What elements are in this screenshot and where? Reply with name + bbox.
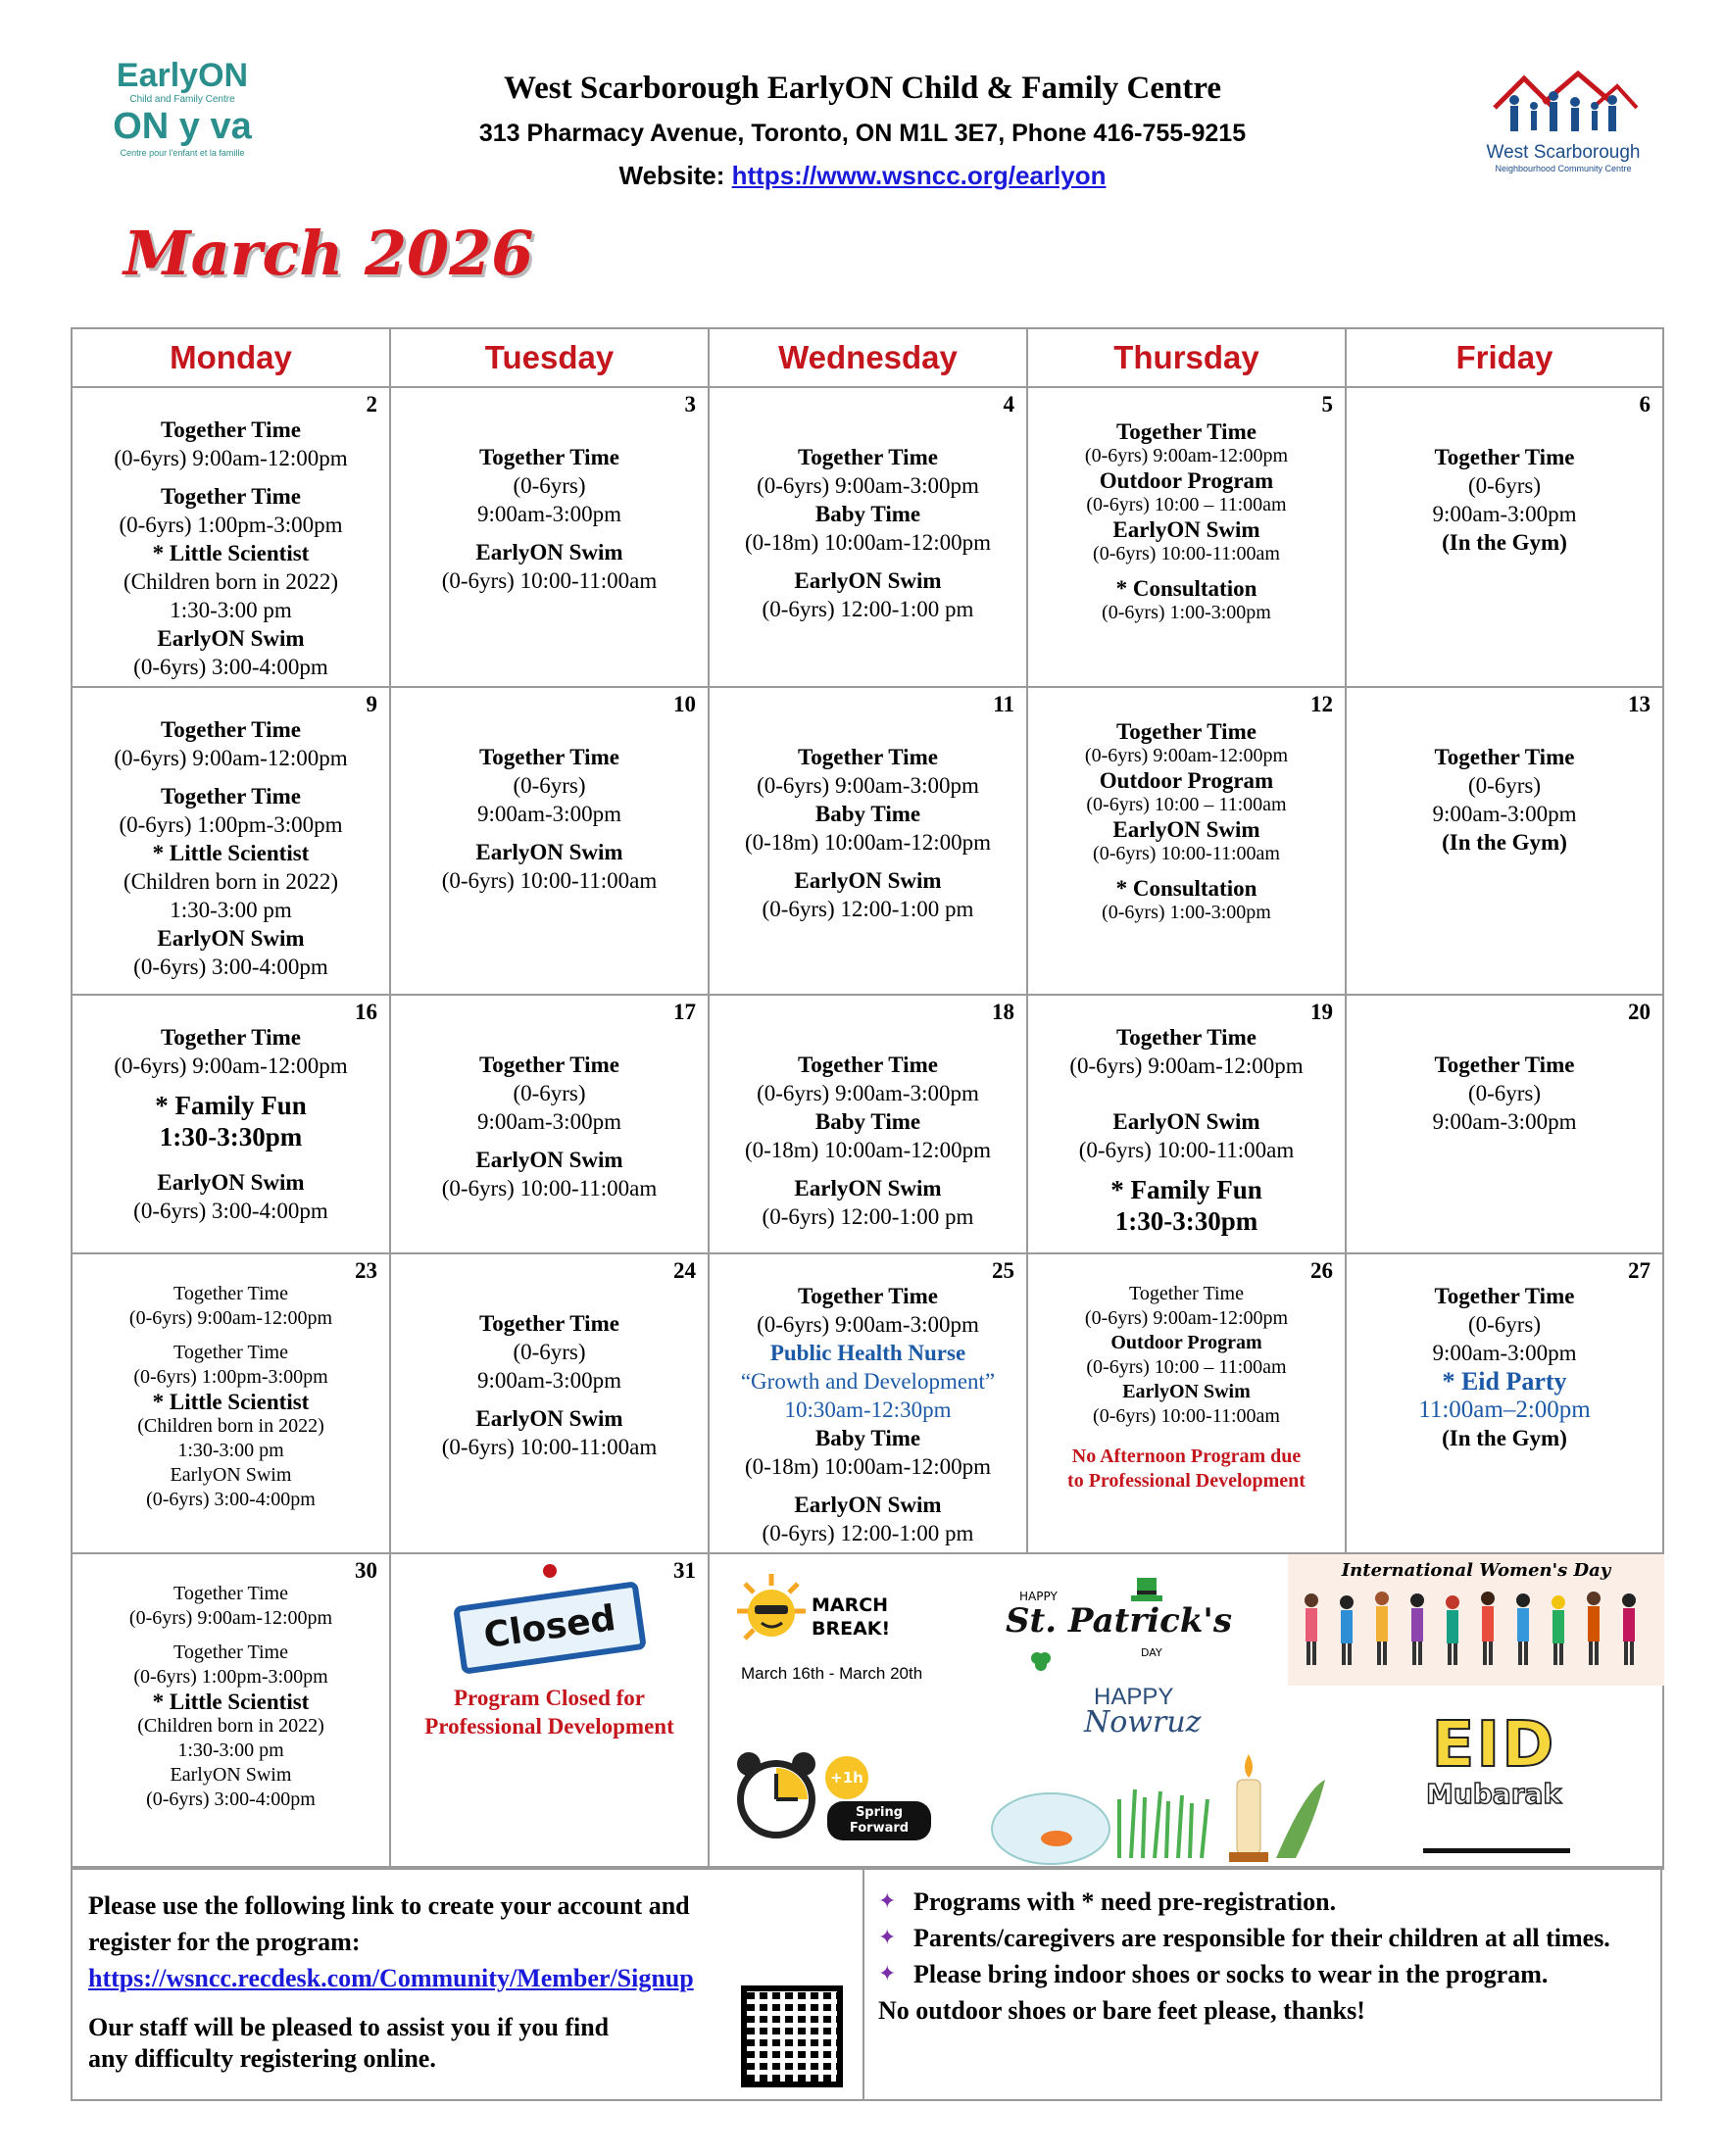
program-title: Baby Time [814,1426,921,1450]
closing-note: No outdoor shoes or bare feet please, thanks! [878,1996,1365,2025]
note-item [878,1884,1647,1920]
day-number: 30 [355,1558,377,1583]
calendar-table [71,327,1664,1870]
program-title: Outdoor Program [1099,468,1274,493]
program-time: (0-18m) 10:00am-12:00pm [744,1454,992,1479]
logo-subtitle: Child and Family Centre [129,94,235,105]
program-time: 9:00am-3:00pm [477,802,621,826]
program-time: (0-6yrs) 1:00pm-3:00pm [133,1366,328,1388]
program-title: * Little Scientist [152,1690,310,1714]
earlyon-logo [94,57,271,184]
program-title: EarlyON Swim [1112,1109,1260,1134]
program-time: (0-6yrs) 9:00am-12:00pm [128,1307,333,1329]
note-text: Please bring indoor shoes or socks to wear in the program. [913,1960,1549,1988]
program-time: 9:00am-3:00pm [1432,1109,1577,1134]
program-title: Together Time [1116,719,1257,744]
day-schedule [710,1254,1026,1547]
week-row [72,995,1663,1253]
program-time: (0-6yrs) 1:00-3:00pm [1102,602,1271,623]
day-number: 25 [992,1258,1014,1283]
logo-earlyon-text: EarlyON [116,57,249,94]
program-title: Together Time [798,745,938,769]
register-instruction-line2: register for the program: [88,1928,361,1956]
program-time: 10:30am-12:30pm [784,1397,952,1422]
program-time: (0-6yrs) 10:00-11:00am [1093,1405,1280,1427]
program-title: Together Time [1116,1025,1257,1050]
day-schedule [1347,688,1662,857]
program-time: 9:00am-3:00pm [1432,502,1577,526]
note-text: Parents/caregivers are responsible for their children at all times. [913,1924,1610,1952]
program-time: (0-6yrs) 9:00am-12:00pm [1084,1307,1289,1329]
eid-mubarak-text: Mubarak [1425,1778,1562,1810]
program-time: (0-6yrs) 12:00-1:00 pm [762,1521,974,1545]
program-time: (0-6yrs) 10:00 – 11:00am [1086,494,1287,515]
program-time: (0-6yrs) 10:00-11:00am [441,868,658,893]
day-number: 3 [684,392,696,416]
day-number: 26 [1310,1258,1333,1283]
wsncc-logo [1470,69,1656,186]
program-time: 1:30-3:30pm [1114,1206,1258,1236]
day-schedule [1028,1254,1345,1494]
day-schedule [1028,388,1345,625]
nowruz-happy: HAPPY [1094,1684,1174,1710]
program-title: EarlyON Swim [157,626,305,651]
day-cell [709,687,1027,995]
day-cell [1027,1253,1346,1553]
day-schedule [73,388,389,681]
program-time: (0-6yrs) 12:00-1:00 pm [762,897,974,921]
program-time: (0-6yrs) 9:00am-12:00pm [128,1607,333,1629]
day-cell [1346,687,1663,995]
program-note: (0-6yrs) [513,473,586,498]
week-row [72,387,1663,687]
register-instruction-line1: Please use the following link to create your account and [88,1891,690,1920]
program-time: 9:00am-3:00pm [477,502,621,526]
sign-hook-icon [543,1564,557,1578]
signup-link[interactable]: https://wsncc.recdesk.com/Community/Member/Signup [88,1964,694,1992]
program-time: 9:00am-3:00pm [477,1109,621,1134]
program-title: EarlyON Swim [157,926,305,951]
day-number: 27 [1628,1258,1651,1283]
program-title: Together Time [479,745,619,769]
program-time: (0-6yrs) 9:00am-12:00pm [114,1054,348,1078]
bullet-star-icon: ✦ [878,1962,897,1986]
week-row [72,687,1663,995]
program-note: (0-6yrs) [513,1081,586,1105]
program-title: Together Time [479,445,619,469]
program-time: (0-6yrs) 10:00-11:00am [1093,543,1280,564]
day-number: 16 [355,1000,377,1024]
program-title: EarlyON Swim [475,840,623,864]
program-note: (0-6yrs) [1467,1081,1542,1105]
day-number: 12 [1310,692,1333,716]
st-patricks-happy: HAPPY [1019,1590,1058,1603]
program-time: (0-6yrs) 10:00-11:00am [441,1435,658,1459]
centre-address: 313 Pharmacy Avenue, Toronto, ON M1L 3E7, Phone 416-755-9215 [478,120,1247,147]
day-number: 13 [1628,692,1651,716]
note-text: Programs with * need pre-registration. [913,1887,1337,1916]
day-schedule [391,388,708,595]
program-time: (0-6yrs) 1:00pm-3:00pm [133,1666,328,1688]
closed-sign-board: Closed [453,1581,647,1675]
program-time: 1:30-3:00 pm [177,1740,284,1761]
program-time: 11:00am–2:00pm [1418,1396,1591,1423]
program-time: 9:00am-3:00pm [1432,802,1577,826]
program-title: EarlyON Swim [170,1764,292,1786]
program-title: EarlyON Swim [1112,517,1260,542]
weekday-tuesday: Tuesday [390,328,709,387]
program-time: 1:30-3:30pm [159,1122,303,1152]
womens-day-banner [1288,1554,1664,1686]
notice-text: No Afternoon Program due [1071,1446,1302,1467]
program-time: 1:30-3:00 pm [170,898,292,922]
day-cell [709,1253,1027,1553]
program-time: (0-18m) 10:00am-12:00pm [744,530,992,555]
program-time: (0-6yrs) 9:00am-12:00pm [114,746,348,770]
family-house-icon [1485,69,1642,137]
program-time: (0-6yrs) 10:00-11:00am [441,1176,658,1200]
day-cell [390,1253,709,1553]
program-time: (0-6yrs) 9:00am-12:00pm [114,446,348,470]
program-time: 9:00am-3:00pm [477,1368,621,1393]
alarm-clock-icon [727,1746,825,1844]
program-time: (0-6yrs) 12:00-1:00 pm [762,597,974,621]
program-time: (0-18m) 10:00am-12:00pm [744,1138,992,1162]
program-time: (0-6yrs) 10:00 – 11:00am [1086,1356,1287,1378]
program-title: Together Time [798,445,938,469]
program-time: (0-6yrs) 9:00am-12:00pm [1084,745,1289,766]
plus-one-hour-badge: +1h [825,1756,868,1799]
womens-day-text: International Women's Day [1341,1560,1611,1581]
women-group-icon [1288,1581,1664,1675]
program-title: EarlyON Swim [1112,817,1260,842]
bullet-star-icon: ✦ [878,1926,897,1950]
program-title: Together Time [798,1284,938,1308]
program-title: Together Time [161,717,301,742]
program-time: (0-6yrs) 3:00-4:00pm [133,955,328,979]
day-cell [390,387,709,687]
holiday-graphics [710,1554,1662,1866]
day-number: 9 [366,692,377,716]
eid-big-text: EID [1431,1709,1556,1782]
program-title: Baby Time [814,1109,921,1134]
program-time: 1:30-3:00 pm [170,598,292,622]
website-line [372,161,1353,191]
weekday-monday: Monday [72,328,390,387]
notice-text: to Professional Development [1067,1470,1306,1492]
program-title: Together Time [1434,1284,1575,1308]
month-title: March 2026 [123,218,534,289]
program-title: EarlyON Swim [794,1493,942,1517]
day-schedule [710,388,1026,623]
day-number: 31 [673,1558,696,1583]
march-break-text: MARCH BREAK! [812,1594,891,1640]
program-time: (0-6yrs) 9:00am-3:00pm [757,1312,979,1337]
day-number: 23 [355,1258,377,1283]
day-cell [72,387,390,687]
centre-name: West Scarborough EarlyON Child & Family Centre [503,71,1222,106]
program-title: Together Time [1434,1053,1575,1077]
weekday-wednesday: Wednesday [709,328,1027,387]
day-schedule [710,996,1026,1231]
eid-mubarak-graphic [1396,1711,1592,1809]
program-title: Together Time [161,417,301,442]
program-title: EarlyON Swim [157,1170,305,1195]
program-time: (0-6yrs) 1:00-3:00pm [1102,902,1271,923]
program-title: * Family Fun [1110,1175,1262,1204]
program-title: * Consultation [1115,876,1257,901]
program-time: (0-6yrs) 9:00am-12:00pm [1084,445,1289,466]
program-time: (0-6yrs) 12:00-1:00 pm [762,1204,974,1229]
program-title: EarlyON Swim [475,1406,623,1431]
program-title: * Eid Party [1442,1367,1567,1396]
nowruz-table-icon [982,1750,1345,1866]
program-title: EarlyON Swim [794,868,942,893]
program-note: (0-6yrs) [513,1340,586,1364]
day-cell [1027,995,1346,1253]
program-time: (0-6yrs) 3:00-4:00pm [133,1199,328,1223]
program-title: EarlyON Swim [170,1464,292,1486]
program-title: * Consultation [1115,576,1257,601]
program-title: Together Time [173,1342,288,1363]
program-time: (0-6yrs) 1:00pm-3:00pm [119,812,343,837]
program-note: (0-6yrs) [1467,473,1542,498]
registration-info [73,1868,864,2099]
footer-box [71,1866,1662,2101]
day-cell [390,687,709,995]
program-title: Together Time [479,1053,619,1077]
program-title: Together Time [1116,419,1257,444]
day-cell [72,1253,390,1553]
program-title: * Little Scientist [152,841,310,865]
program-title: Outdoor Program [1110,1332,1262,1353]
day-number: 4 [1003,392,1014,416]
day-number: 10 [673,692,696,716]
program-time: (0-6yrs) 10:00-11:00am [1078,1138,1295,1162]
program-note: (0-6yrs) [513,773,586,798]
day-schedule [73,1554,389,1812]
program-title: Baby Time [814,802,921,826]
day-cell [390,1553,709,1869]
day-schedule [73,1254,389,1512]
day-schedule [710,688,1026,923]
program-title: EarlyON Swim [1122,1381,1251,1402]
week-row [72,1253,1663,1553]
program-time: (0-6yrs) 9:00am-3:00pm [757,473,979,498]
day-number: 17 [673,1000,696,1024]
day-cell [72,1553,390,1869]
day-number: 6 [1639,392,1651,416]
day-schedule [391,1254,708,1461]
program-time: (0-6yrs) 9:00am-3:00pm [757,773,979,798]
st-patricks-text: St. Patrick's [1006,1601,1232,1641]
day-cell [1027,387,1346,687]
notice-text: Program Closed for [453,1686,646,1710]
program-title: * Family Fun [155,1091,307,1120]
program-time: (0-6yrs) 10:00-11:00am [441,568,658,593]
day-cell [1027,687,1346,995]
day-schedule [73,996,389,1225]
weekday-friday: Friday [1346,328,1663,387]
program-time: (0-6yrs) 9:00am-3:00pm [757,1081,979,1105]
day-cell [72,995,390,1253]
day-schedule [1028,996,1345,1237]
assist-text-line2: any difficulty registering online. [88,2044,436,2073]
day-schedule [391,688,708,895]
program-title: Together Time [173,1283,288,1304]
program-title: Together Time [1434,745,1575,769]
program-time: 1:30-3:00 pm [177,1440,284,1461]
day-cell [1346,995,1663,1253]
website-label: Website: [618,161,725,190]
day-number: 2 [366,392,377,416]
program-title: EarlyON Swim [475,1148,623,1172]
day-cell [72,687,390,995]
program-title: Outdoor Program [1099,768,1274,793]
program-title: Together Time [173,1642,288,1663]
program-note: (Children born in 2022) [137,1715,324,1737]
notice-text: Professional Development [424,1714,674,1739]
program-note: (Children born in 2022) [123,869,339,894]
program-title: Baby Time [814,502,921,526]
program-title: EarlyON Swim [475,540,623,564]
program-time: (0-6yrs) 3:00-4:00pm [133,655,328,679]
program-note: (0-6yrs) [1467,1312,1542,1337]
program-title: Together Time [161,1025,301,1050]
march-break-dates: March 16th - March 20th [741,1664,923,1683]
website-link[interactable]: https://www.wsncc.org/earlyon [731,161,1107,190]
program-note: (0-6yrs) [1467,773,1542,798]
program-title: Together Time [161,484,301,509]
program-title: EarlyON Swim [794,1176,942,1200]
day-schedule [1347,388,1662,557]
leprechaun-hat-icon [1129,1576,1164,1605]
day-number: 18 [992,1000,1014,1024]
sun-icon [727,1572,815,1650]
program-time: 9:00am-3:00pm [1432,1341,1577,1365]
day-number: 11 [993,692,1014,716]
program-title: EarlyON Swim [794,568,942,593]
program-title: Together Time [1129,1283,1244,1304]
eid-underline [1423,1848,1570,1853]
program-title: * Little Scientist [152,1390,310,1414]
day-cell [390,995,709,1253]
day-number: 24 [673,1258,696,1283]
program-time: (0-6yrs) 10:00 – 11:00am [1086,794,1287,815]
day-cell [1346,387,1663,687]
day-cell [709,387,1027,687]
day-cell [709,995,1027,1253]
program-time: (0-6yrs) 9:00am-12:00pm [1069,1054,1304,1078]
program-time: (0-18m) 10:00am-12:00pm [744,830,992,855]
st-patricks-day: DAY [1141,1646,1162,1659]
day-schedule [391,996,708,1202]
day-number: 19 [1310,1000,1333,1024]
program-time: (0-6yrs) 10:00-11:00am [1093,843,1280,864]
nowruz-text: Nowruz [1084,1705,1202,1740]
day-number: 5 [1321,392,1333,416]
logo-onyva-text: ON y va [113,106,252,147]
program-title: Together Time [798,1053,938,1077]
week-row [72,1553,1663,1869]
program-note: (Children born in 2022) [123,569,339,594]
day-schedule [1347,1254,1662,1452]
program-location: (In the Gym) [1442,530,1567,555]
program-note: “Growth and Development” [740,1369,996,1394]
bullet-star-icon: ✦ [878,1889,897,1914]
program-title: Together Time [1434,445,1575,469]
note-item [878,1920,1647,1956]
note-item [878,1956,1647,1992]
program-title: Together Time [161,784,301,808]
program-time: (0-6yrs) 3:00-4:00pm [146,1489,316,1510]
qr-code-icon[interactable] [741,1985,843,2087]
weekday-thursday: Thursday [1027,328,1346,387]
program-location: (In the Gym) [1442,1426,1567,1450]
logo-french-subtitle: Centre pour l'enfant et la famille [120,148,245,158]
shamrock-icon [1029,1650,1053,1672]
program-title: * Little Scientist [152,541,310,565]
closed-sign [447,1564,653,1662]
day-number: 20 [1628,1000,1651,1024]
holiday-graphics-cell [709,1553,1663,1869]
program-notes [864,1868,1660,2099]
wsncc-name: West Scarborough [1486,142,1641,163]
program-title: Together Time [479,1311,619,1336]
program-time: (0-6yrs) 1:00pm-3:00pm [119,513,343,537]
spring-forward-label: Spring Forward [827,1801,931,1840]
day-schedule [1028,688,1345,925]
program-time: (0-6yrs) 3:00-4:00pm [146,1788,316,1810]
program-title: Together Time [173,1583,288,1604]
program-note: (Children born in 2022) [137,1415,324,1437]
assist-text-line1: Our staff will be pleased to assist you if you find [88,2013,610,2041]
day-schedule [391,1554,708,1740]
day-cell [1346,1253,1663,1553]
weekday-header-row [72,328,1663,387]
day-schedule [73,688,389,981]
program-location: (In the Gym) [1442,830,1567,855]
wsncc-subtitle: Neighbourhood Community Centre [1495,164,1632,173]
program-title: Public Health Nurse [769,1341,966,1365]
day-schedule [1347,996,1662,1136]
